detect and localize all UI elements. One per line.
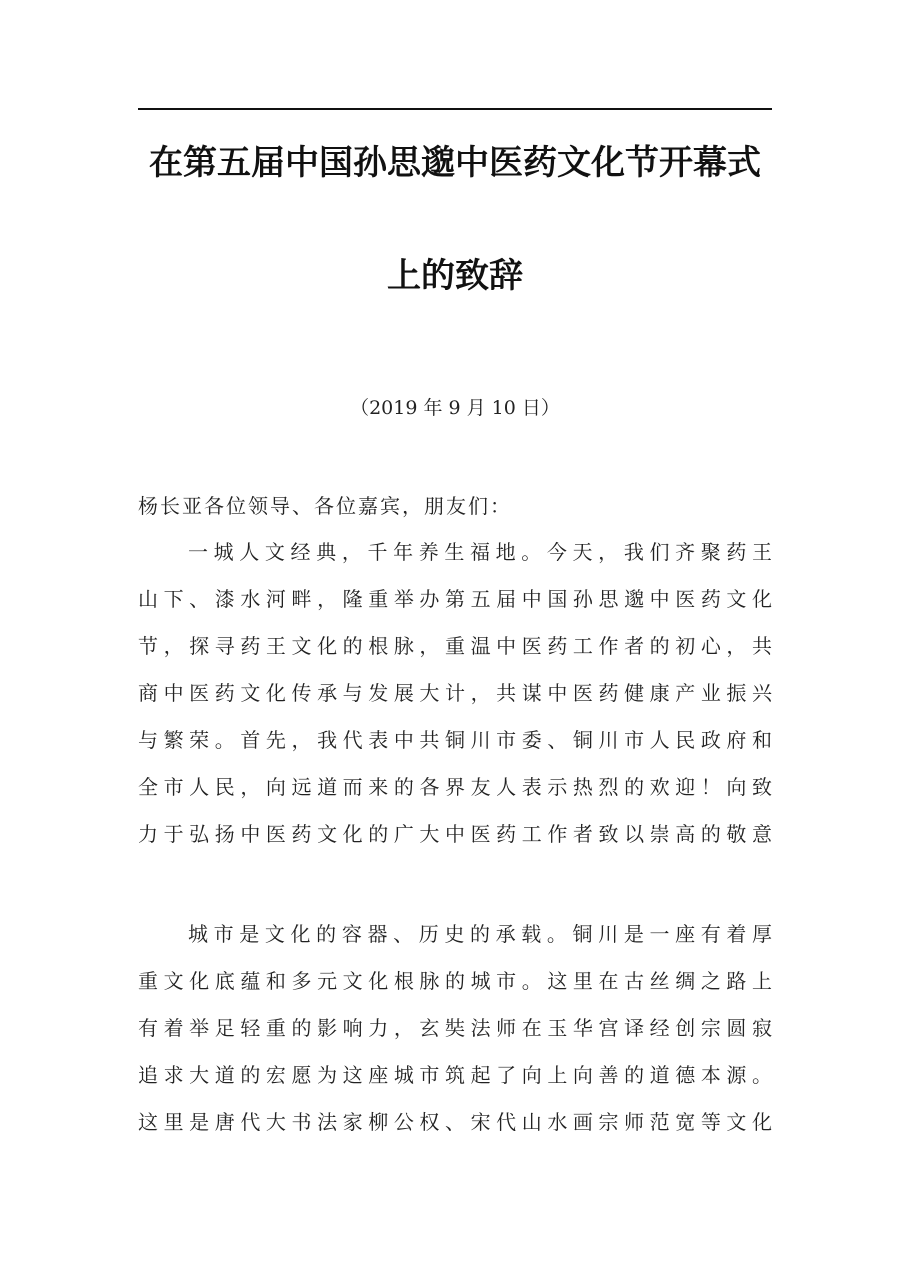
page-title-line-2: 上的致辞 xyxy=(387,256,523,296)
header-rule xyxy=(138,108,772,110)
paragraph-line: 力于弘扬中医药文化的广大中医药工作者致以崇高的敬意 xyxy=(138,822,772,846)
paragraph-line: 有着举足轻重的影响力，玄奘法师在玉华宫译经创宗圆寂 xyxy=(138,1016,772,1040)
paragraph-1 xyxy=(138,538,772,867)
paragraph-line: 商中医药文化传承与发展大计，共谋中医药健康产业振兴 xyxy=(138,681,772,705)
paragraph-line: 节，探寻药王文化的根脉，重温中医药工作者的初心，共 xyxy=(138,634,772,658)
paragraph-line: 城市是文化的容器、历史的承载。铜川是一座有着厚 xyxy=(188,922,772,946)
paragraph-line: 全市人民，向远道而来的各界友人表示热烈的欢迎！向致 xyxy=(138,775,772,799)
paragraph-line: 与繁荣。首先，我代表中共铜川市委、铜川市人民政府和 xyxy=(138,728,772,752)
page-title-line-1: 在第五届中国孙思邈中医药文化节开幕式 xyxy=(149,143,761,183)
paragraph-line: 追求大道的宏愿为这座城市筑起了向上向善的道德本源。 xyxy=(138,1063,772,1087)
paragraph-line: 一城人文经典，千年养生福地。今天，我们齐聚药王 xyxy=(188,540,772,564)
paragraph-line: 山下、漆水河畔，隆重举办第五届中国孙思邈中医药文化 xyxy=(138,587,772,611)
speech-date: （2019 年 9 月 10 日） xyxy=(350,397,560,419)
salutation: 杨长亚各位领导、各位嘉宾，朋友们： xyxy=(138,494,512,518)
paragraph-line: 重文化底蕴和多元文化根脉的城市。这里在古丝绸之路上 xyxy=(138,969,772,993)
paragraph-line: 这里是唐代大书法家柳公权、宋代山水画宗师范宽等文化 xyxy=(138,1110,772,1134)
paragraph-2 xyxy=(138,920,772,1155)
